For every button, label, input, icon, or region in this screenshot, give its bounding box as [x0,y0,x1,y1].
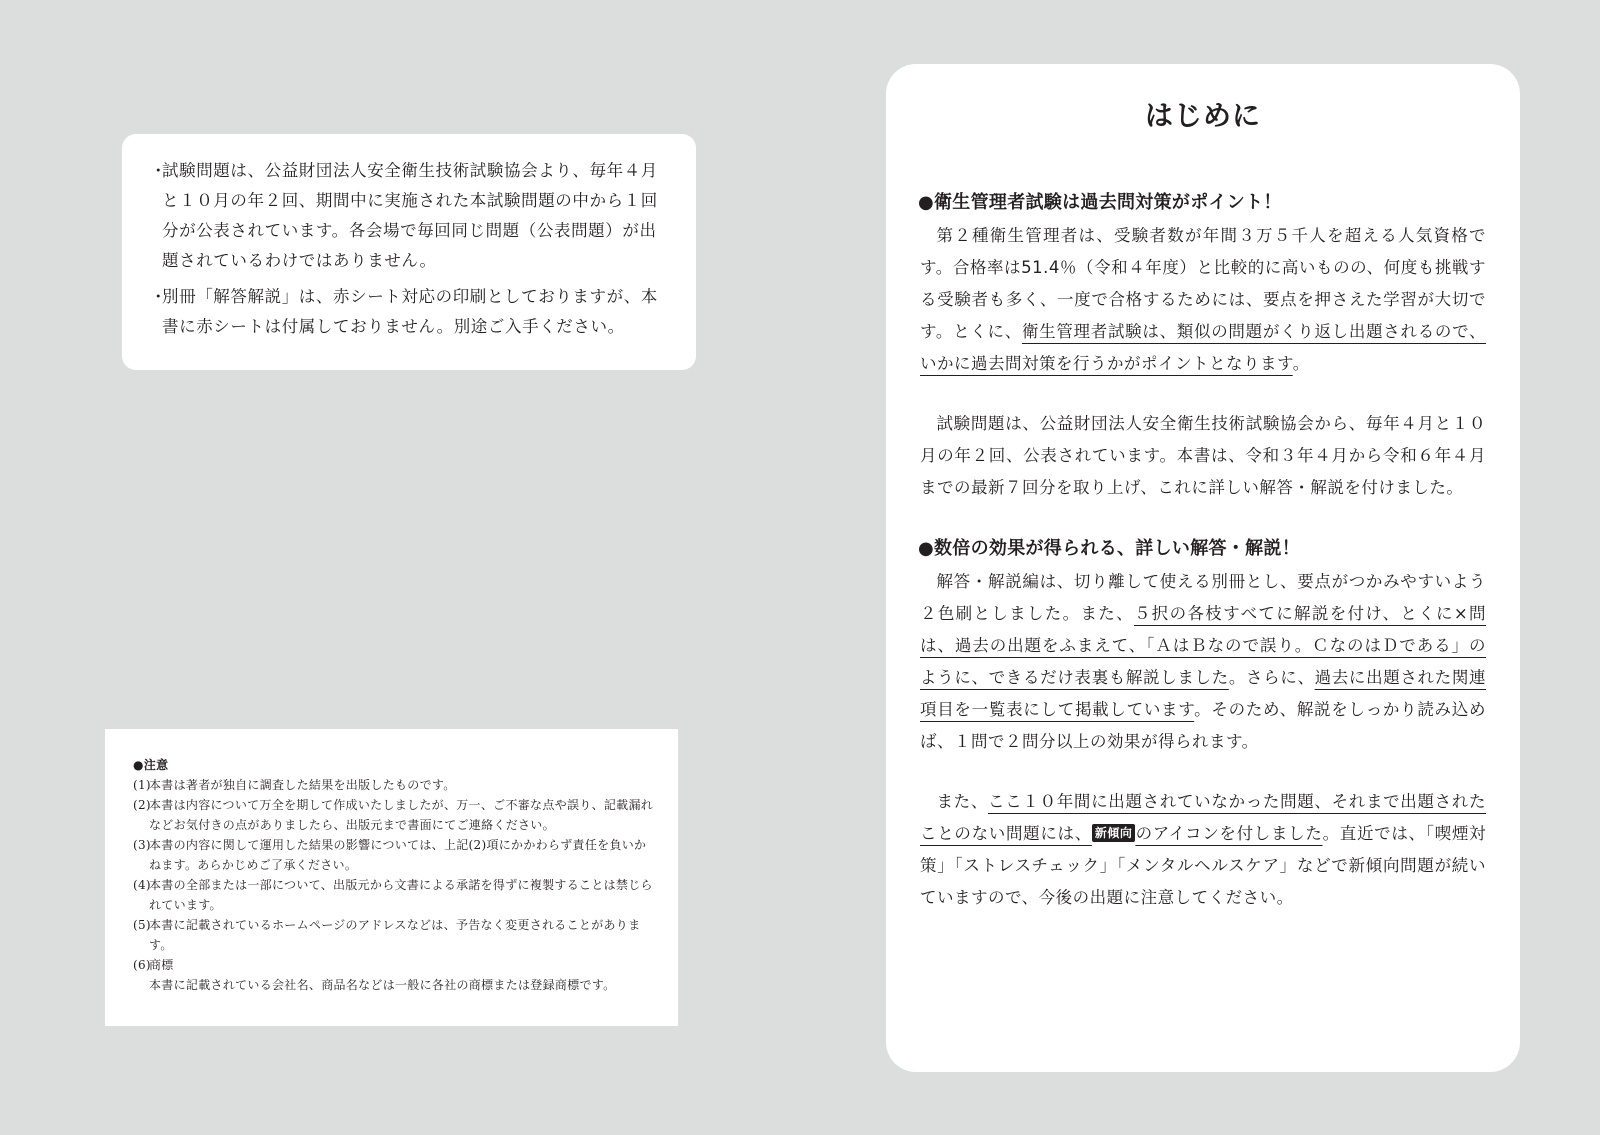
notice-item [133,775,658,795]
notice-number: (1) [133,778,151,792]
notice-number: (6) [133,958,151,972]
underlined-text: 過去に出題された関連項目を一覧表にして掲載しています [920,668,1486,719]
paragraph-text: 解答・解説編は、切り離して使える別冊とし、要点がつかみやすいよう２色刷としました。また、 [920,572,1486,623]
notice-text: 本書は内容について万全を期して作成いたしましたが、万一、ご不審な点や誤り、記載漏れなどお気付きの点がありましたら、出版元まで書面にてご連絡ください。 [149,798,654,832]
notice-number: (5) [133,918,151,932]
bullet-mark: ・ [150,287,168,306]
notice-text: 本書の全部または一部について、出版元から文書による承諾を得ずに複製することは禁じられています。 [149,878,653,912]
underlined-text: 衛生管理者試験は、類似の問題がくり返し出題されるので、いかに過去問対策を行うかがポイントとなります [920,322,1487,373]
paragraph-text: 。 [1292,354,1310,373]
underlined-text-part: のアイコンを付しました [1135,824,1323,843]
paragraph-text: 第２種衛生管理者は、受験者数が年間３万５千人を超える人気資格です。合格率は51.4％（令和４年度）と比較的に高いものの、何度も挑戦する受験者も多く、一度で合格するためには、要点を押さえた学習が大切です。とくに、 [920,226,1486,341]
notice-title: ●注意 [133,758,169,772]
exam-info-box [122,134,696,370]
paragraph-text: 。直近では、「喫煙対策」「ストレスチェック」「メンタルヘルスケア」などで新傾向問題が続いていますので、今後の出題に注意してください。 [920,824,1487,907]
notice-text: 本書に記載されているホームページのアドレスなどは、予告なく変更されることがあります。 [149,918,641,952]
notice-box [105,729,678,1026]
underlined-text-part: ここ１０年間に出題されていなかった問題、それまで出題されたことのない問題には、 [920,792,1487,843]
notice-text: 本書は著者が独自に調査した結果を出版したものです。 [149,778,456,792]
notice-text: 本書の内容に関して運用した結果の影響については、上記(2)項にかかわらず責任を負いかねます。あらかじめご了承ください。 [149,838,647,872]
exam-info-item [150,282,672,342]
notice-item [133,835,658,875]
exam-info-item [150,156,672,276]
notice-text: 本書に記載されている会社名、商品名などは一般に各社の商標または登録商標です。 [149,978,616,992]
notice-text: 商標 [149,958,174,972]
notice-item [133,975,658,995]
page-title: はじめに [1144,99,1261,132]
notice-item [133,795,658,835]
notice-number: (3) [133,838,151,852]
paragraph [920,786,1486,914]
paragraph: 試験問題は、公益財団法人安全衛生技術試験協会から、毎年４月と１０月の年２回、公表されています。本書は、令和３年４月から令和６年４月までの最新７回分を取り上げ、これに詳しい解答・解説を付けました。 [920,414,1486,497]
preface-panel [886,64,1520,1072]
paragraph [920,566,1486,758]
notice-item [133,875,658,915]
notice-number: (4) [133,878,151,892]
notice-number: (2) [133,798,151,812]
paragraph-text: また、 [936,792,989,811]
notice-number [133,975,149,995]
new-trend-icon: 新傾向 [1092,824,1136,842]
notice-item [133,915,658,955]
section-heading: ●衛生管理者試験は過去問対策がポイント！ [918,192,1282,213]
section-heading: ●数倍の効果が得られる、詳しい解答・解説！ [918,538,1301,559]
paragraph-text: 。そのため、解説をしっかり読み込めば、１問で２問分以上の効果が得られます。 [920,700,1486,751]
bullet-mark: ・ [150,161,168,180]
exam-info-text: 試験問題は、公益財団法人安全衛生技術試験協会より、毎年４月と１０月の年２回、期間中に実施された本試験問題の中から１回分が公表されています。各会場で毎回同じ問題（公表問題）が出題されているわけではありません。 [162,161,658,270]
paragraph-text: 。さらに、 [1228,668,1315,687]
exam-info-text: 別冊「解答解説」は、赤シート対応の印刷としておりますが、本書に赤シートは付属しておりません。別途ご入手ください。 [162,287,658,336]
underlined-text: ５択の各枝すべてに解説を付け、とくに×問は、過去の出題をふまえて、「ＡはＢなので誤り。ＣなのはＤである」のように、できるだけ表裏も解説しました [920,604,1486,687]
paragraph [920,220,1486,380]
notice-item [133,955,658,975]
